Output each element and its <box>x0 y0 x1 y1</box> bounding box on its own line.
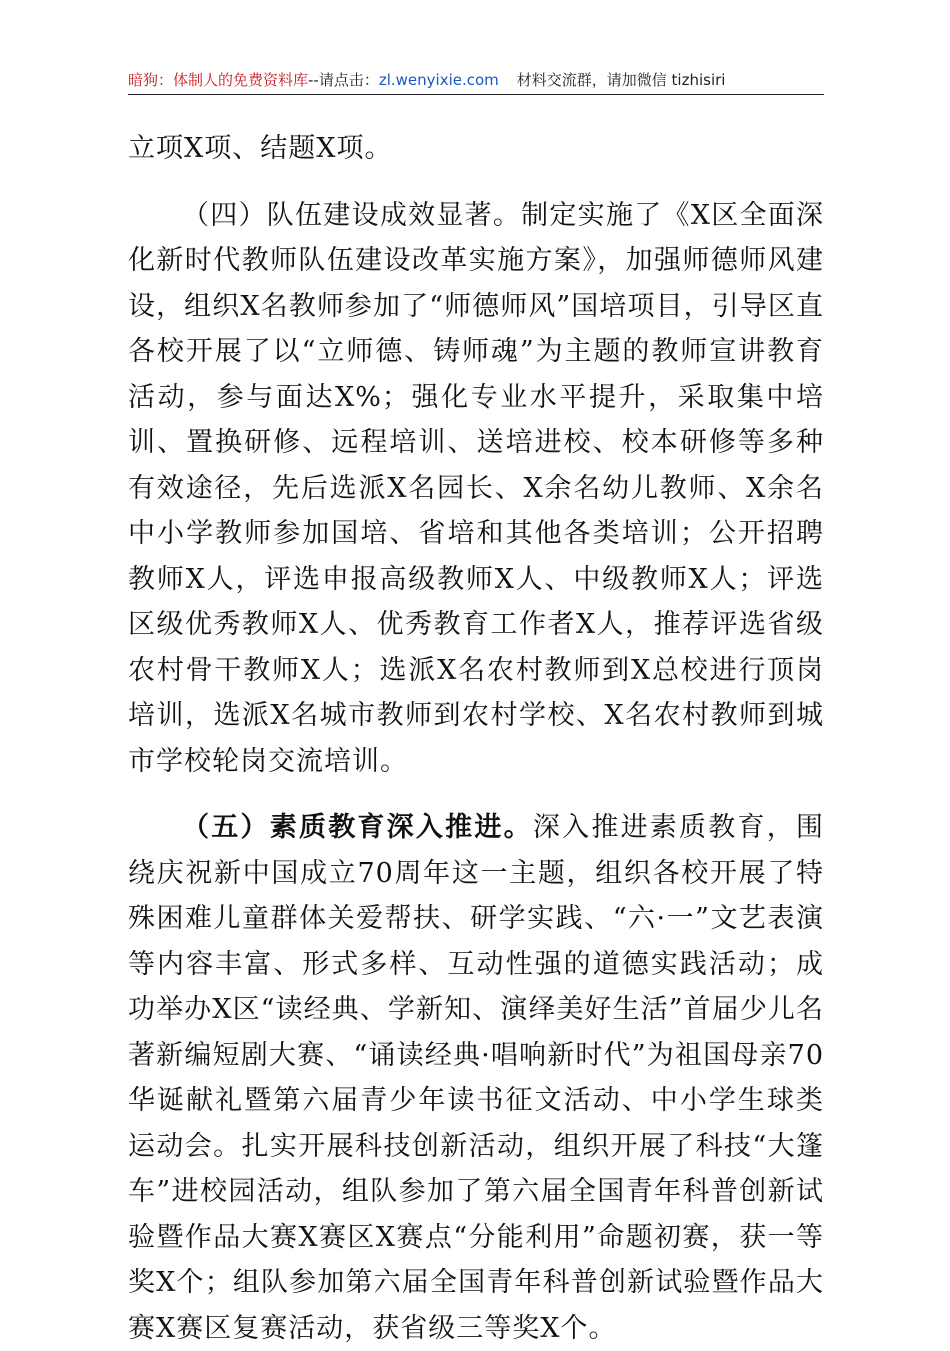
header-brand-text: 暗狗：体制人的免费资料库 <box>128 71 309 89</box>
document-body <box>128 126 824 1351</box>
section-4-paragraph <box>128 193 824 785</box>
section-4-body: 制定实施了《X区全面深化新时代教师队伍建设改革实施方案》，加强师德师风建设，组织X名教师参加了“师德师风”国培项目，引导区直各校开展了以“立师德、铸师魂”为主题的教师宣讲教育活动，参与面达X%；强化专业水平提升，采取集中培训、置换研修、远程培训、送培进校、校本研修等多种有效途径，先后选派X名园长、X余名幼儿教师、X余名中小学教师参加国培、省培和其他各类培训；公开招聘教师X人，评选申报高级教师X人、中级教师X人；评选区级优秀教师X人、优秀教育工作者X人，推荐评选省级农村骨干教师X人；选派X名农村教师到X总校进行顶岗培训，选派X名城市教师到农村学校、X名农村教师到城市学校轮岗交流培训。 <box>128 199 824 777</box>
section-4-heading: （四）队伍建设成效显著。 <box>182 199 522 231</box>
page-header-banner <box>128 66 824 95</box>
header-website-link[interactable]: zl.wenyixie.com <box>378 71 499 89</box>
section-5-heading: （五）素质教育深入推进。 <box>182 812 533 843</box>
header-prompt-text: --请点击： <box>308 71 379 89</box>
section-5-body: 深入推进素质教育，围绕庆祝新中国成立70周年这一主题，组织各校开展了特殊困难儿童群体关爱帮扶、研学实践、“六·一”文艺表演等内容丰富、形式多样、互动性强的道德实践活动；成功举办X区“读经典、学新知、演绎美好生活”首届少儿名著新编短剧大赛、“诵读经典·唱响新时代”为祖国母亲70华诞献礼暨第六届青少年读书征文活动、中小学生球类运动会。扎实开展科技创新活动，组织开展了科技“大篷车”进校园活动，组队参加了第六届全国青年科普创新试验暨作品大赛X赛区X赛点“分能利用”命题初赛，获一等奖X个；组队参加第六届全国青年科普创新试验暨作品大赛X赛区复赛活动，获省级三等奖X个。 <box>128 812 825 1344</box>
continuation-paragraph: 立项X项、结题X项。 <box>128 133 393 164</box>
section-5-paragraph <box>128 805 824 1351</box>
header-group-text: 材料交流群，请加微信 tizhisiri <box>516 71 726 89</box>
